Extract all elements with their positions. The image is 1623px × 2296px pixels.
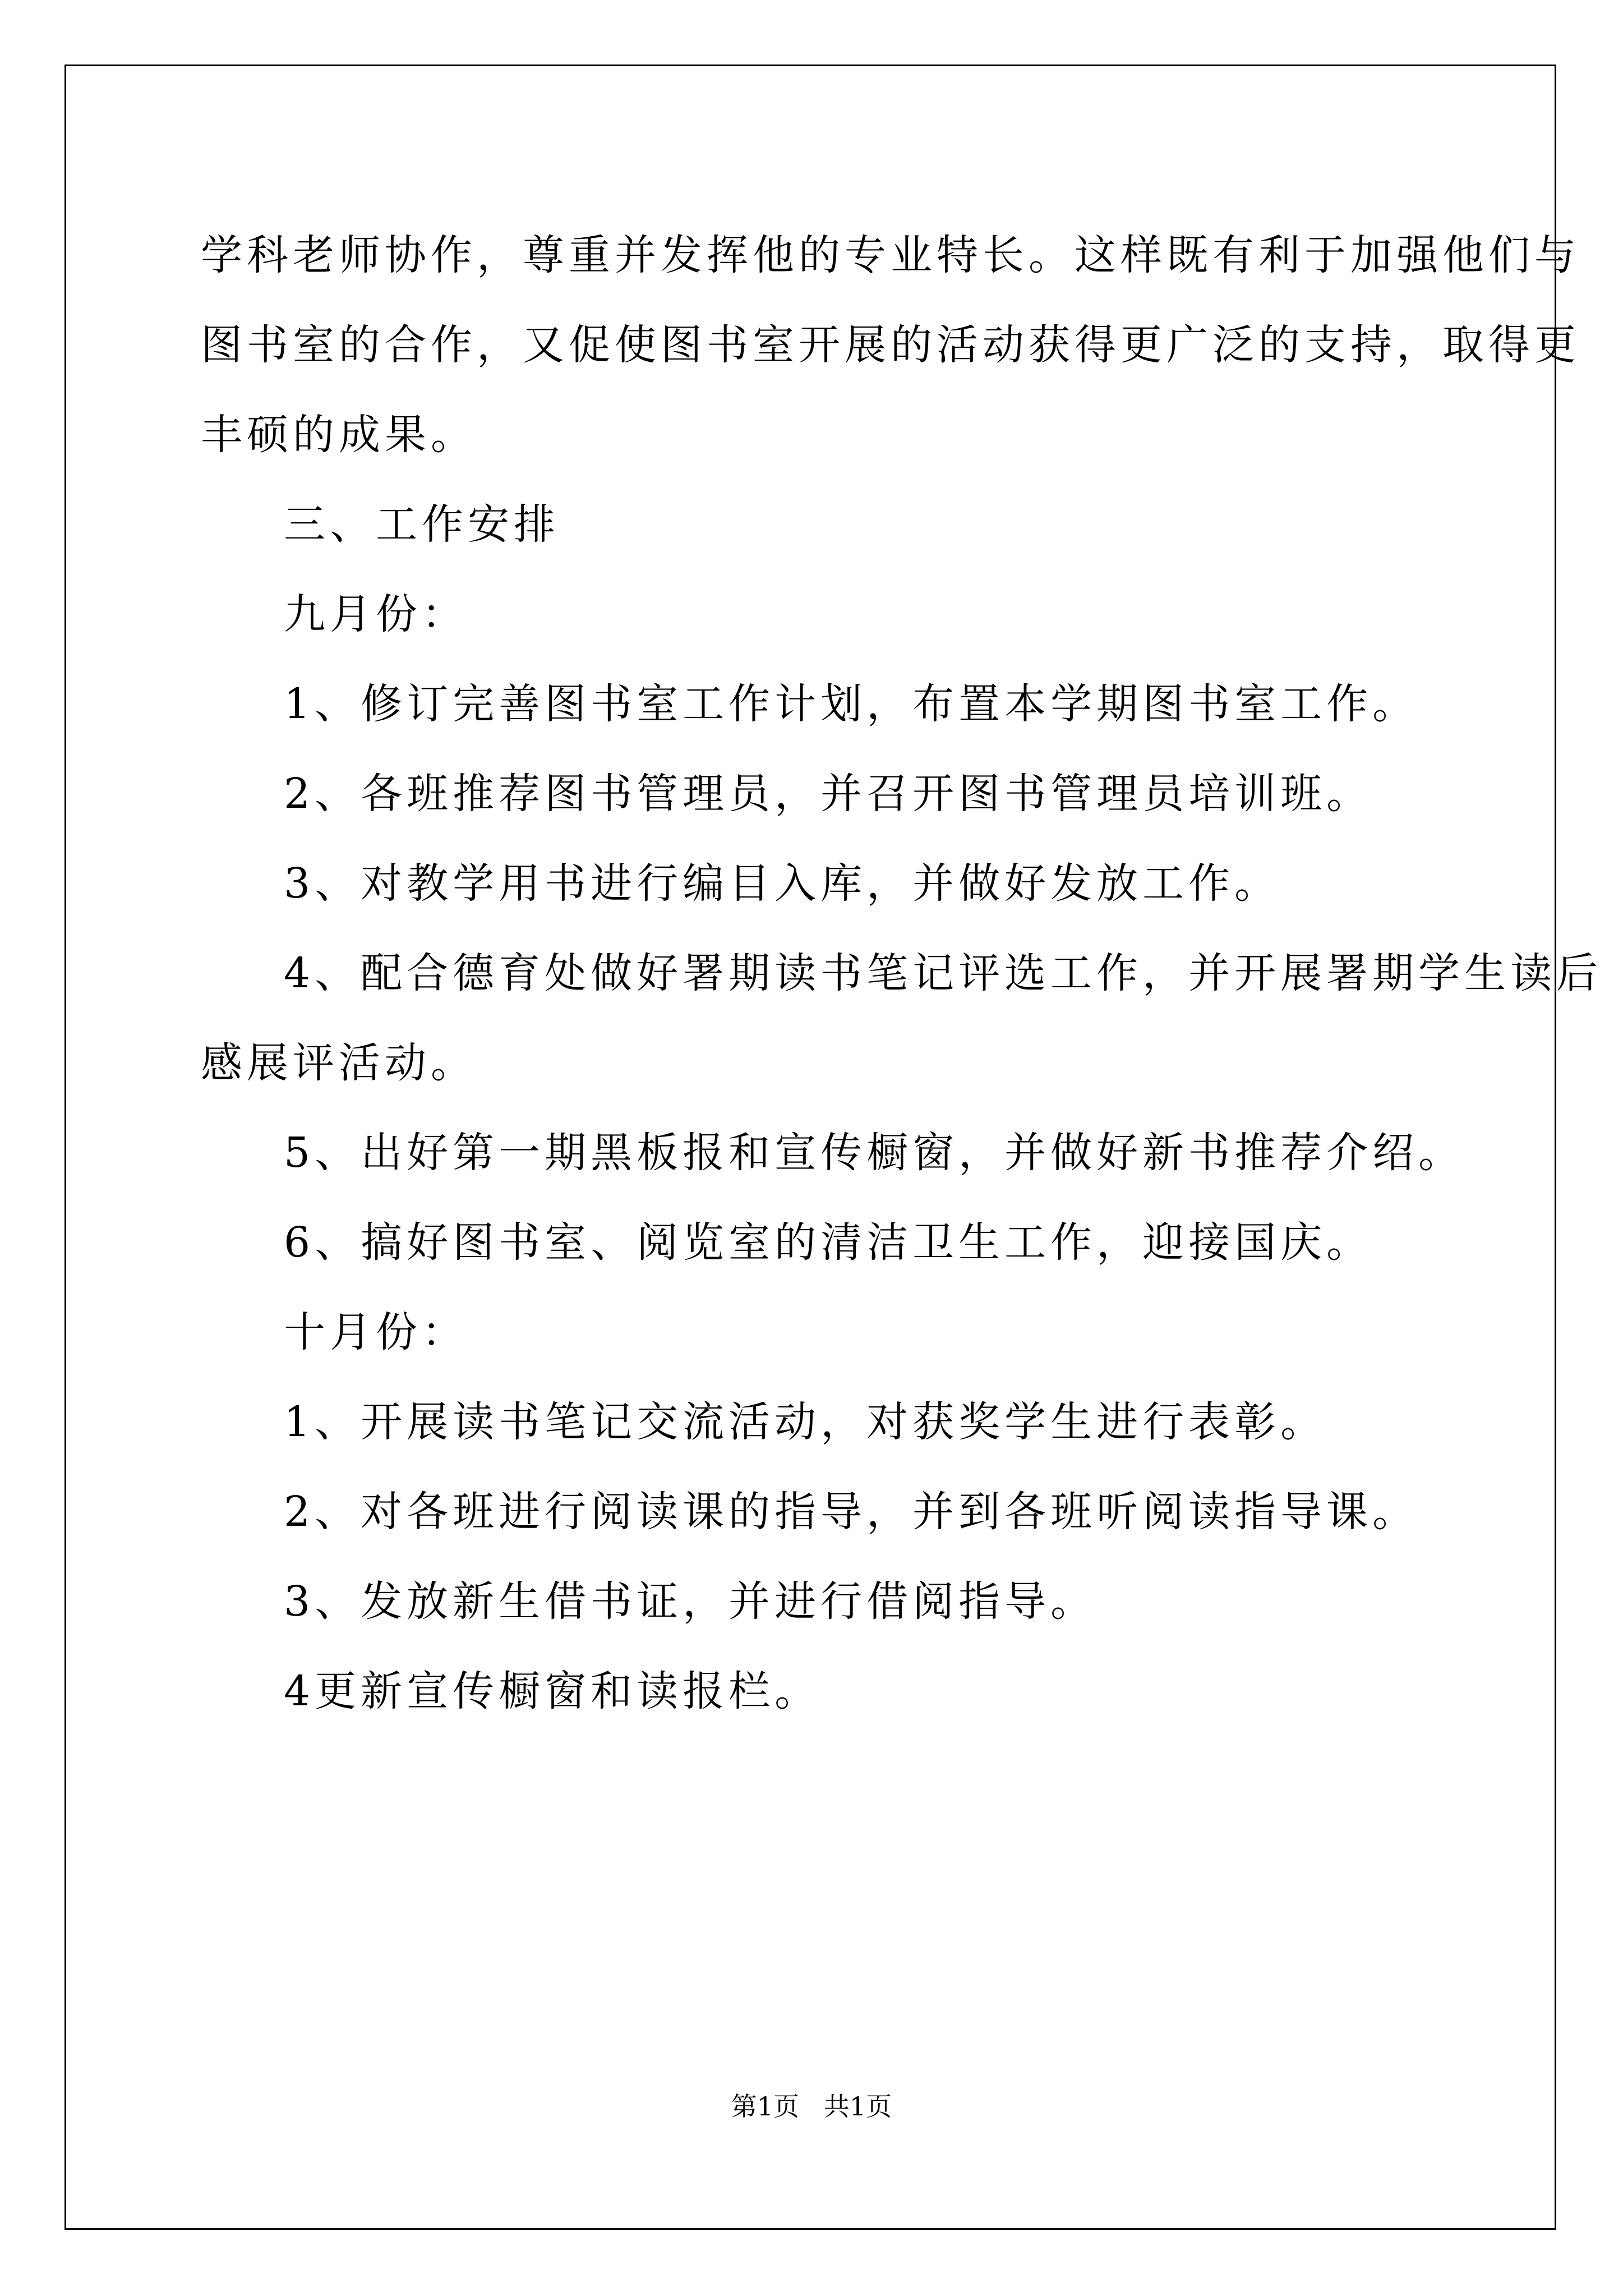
text-line: 三、工作安排 — [284, 500, 560, 549]
list-item — [201, 1557, 1435, 1646]
list-item — [201, 928, 1603, 1108]
page-number-footer: 第1页 共1页 — [731, 2091, 892, 2122]
list-item — [201, 1198, 1435, 1287]
document-body — [201, 210, 1603, 1736]
text-line: 2、对各班进行阅读课的指导，并到各班听阅读指导课。 — [284, 1488, 1419, 1536]
list-item — [201, 1646, 1435, 1736]
text-line: 1、修订完善图书室工作计划，布置本学期图书室工作。 — [284, 680, 1419, 728]
text-line: 九月份： — [284, 590, 468, 638]
section-heading — [201, 480, 1435, 569]
text-line: 3、发放新生借书证，并进行借阅指导。 — [284, 1577, 1097, 1626]
text-line: 4更新宣传橱窗和读报栏。 — [284, 1667, 821, 1715]
list-item — [201, 839, 1435, 928]
list-item — [201, 1377, 1435, 1467]
text-line: 3、对教学用书进行编目入库，并做好发放工作。 — [284, 859, 1281, 908]
text-line: 丰硕的成果。 — [201, 411, 477, 459]
list-item — [201, 1108, 1465, 1198]
paragraph — [201, 210, 1580, 480]
text-line: 1、开展读书笔记交流活动，对获奖学生进行表彰。 — [284, 1398, 1327, 1446]
text-line: 图书室的合作，又促使图书室开展的活动获得更广泛的支持，取得更 — [201, 321, 1580, 369]
text-line: 2、各班推荐图书管理员，并召开图书管理员培训班。 — [284, 770, 1373, 818]
text-line: 感展评活动。 — [201, 1039, 477, 1087]
month-heading — [201, 569, 1435, 659]
month-heading — [201, 1287, 1435, 1377]
list-item — [201, 1467, 1435, 1557]
text-line: 十月份： — [284, 1308, 468, 1356]
text-line: 4、配合德育处做好署期读书笔记评选工作，并开展署期学生读后 — [284, 949, 1603, 997]
text-line: 6、搞好图书室、阅览室的清洁卫生工作，迎接国庆。 — [284, 1218, 1373, 1267]
list-item — [201, 659, 1435, 749]
list-item — [201, 749, 1435, 839]
text-line: 5、出好第一期黑板报和宣传橱窗，并做好新书推荐介绍。 — [284, 1129, 1465, 1177]
text-line: 学科老师协作，尊重并发挥他的专业特长。这样既有利于加强他们与 — [201, 231, 1580, 279]
